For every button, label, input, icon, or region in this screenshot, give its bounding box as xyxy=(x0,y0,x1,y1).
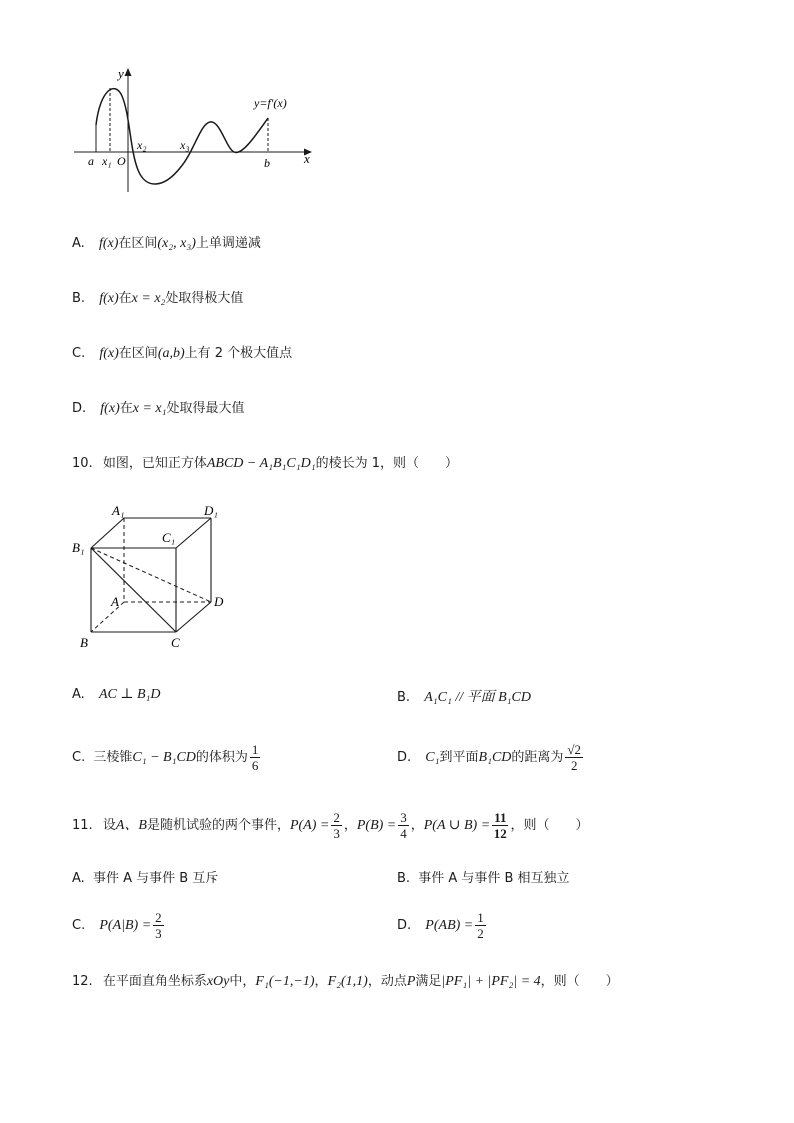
option-math: P(AB) = xyxy=(425,918,474,933)
cube-figure xyxy=(66,500,236,660)
question-math: |PF₁| + |PF₂| = 4 xyxy=(441,974,541,989)
q11-option-b[interactable] xyxy=(397,867,570,886)
option-math: f(x) xyxy=(99,291,119,306)
q11-stem xyxy=(72,810,588,842)
option-text: 在 xyxy=(118,291,132,306)
question-number: 11. xyxy=(72,818,93,833)
question-text: 中， xyxy=(229,974,256,989)
option-math: AC ⊥ B₁D xyxy=(98,687,161,702)
option-letter: D. xyxy=(72,401,87,416)
fraction-denominator: 2 xyxy=(477,926,484,941)
option-letter: B. xyxy=(72,291,86,306)
option-text: 在区间 xyxy=(118,236,158,251)
edge-a-b-hidden xyxy=(91,602,124,632)
option-math: C₁ xyxy=(425,750,440,765)
question-text: 满足 xyxy=(415,974,442,989)
option-text: 在 xyxy=(119,401,133,416)
question-text: 设 xyxy=(102,818,116,833)
question-math: xOy xyxy=(206,974,230,989)
edge-b1-a1 xyxy=(91,518,124,548)
separator: ， xyxy=(410,818,424,833)
focus-f1: F₁(−1,−1) xyxy=(255,974,315,989)
fraction-numerator: 3 xyxy=(400,810,407,825)
option-text: 的体积为 xyxy=(195,750,248,765)
question-text: 在平面直角坐标系 xyxy=(102,974,207,989)
label-b: B xyxy=(80,635,88,650)
fraction xyxy=(475,910,486,941)
question-math: ABCD − A₁B₁C₁D₁ xyxy=(206,456,316,471)
question-math: A、B xyxy=(115,818,147,833)
q10-option-c[interactable] xyxy=(72,742,262,774)
fraction-denominator: 12 xyxy=(493,826,507,841)
question-number: 12. xyxy=(72,974,93,989)
option-math: f(x) xyxy=(98,236,119,251)
o-label: O xyxy=(117,154,126,168)
q10-stem xyxy=(72,452,458,472)
option-letter: C. xyxy=(72,918,86,933)
question-math: P xyxy=(406,974,416,989)
y-axis-label: y xyxy=(118,66,124,81)
label-c: C xyxy=(171,635,180,650)
fraction-numerator: 1 xyxy=(477,910,484,925)
option-text: 处取得最大值 xyxy=(166,401,245,416)
fraction-numerator: 2 xyxy=(333,810,340,825)
fraction-numerator: 2 xyxy=(155,910,162,925)
option-text: 在区间 xyxy=(118,346,158,361)
x1-label: x₁ xyxy=(102,154,112,168)
fraction-denominator: 2 xyxy=(570,758,578,773)
q11-option-d[interactable] xyxy=(397,910,488,942)
option-math: (x₂, x₃) xyxy=(157,236,196,251)
x3-label: x₃ xyxy=(180,138,190,152)
option-math: x = x₁ xyxy=(132,401,167,416)
derivative-curve xyxy=(96,89,268,184)
q9-option-a[interactable] xyxy=(72,232,261,252)
fraction-numerator: 1 xyxy=(251,742,259,757)
fraction xyxy=(398,810,409,841)
option-text: 到平面 xyxy=(439,750,479,765)
option-text: 的距离为 xyxy=(511,750,564,765)
option-math: f(x) xyxy=(99,346,119,361)
focus-f2: F₂(1,1) xyxy=(327,974,368,989)
question-text: ，动点 xyxy=(367,974,407,989)
separator: ， xyxy=(314,974,328,989)
fraction-numerator: √2 xyxy=(567,742,582,757)
option-math: A₁C₁ // 平面 B₁CD xyxy=(424,690,531,705)
label-c1: C₁ xyxy=(162,530,176,545)
y-axis-arrow-icon xyxy=(125,68,132,76)
option-math: P(A|B) = xyxy=(99,918,152,933)
derivative-graph xyxy=(60,60,330,200)
option-letter: A. xyxy=(72,236,85,251)
label-a: A xyxy=(111,594,119,609)
q10-option-a[interactable] xyxy=(72,686,161,703)
option-letter: C. xyxy=(72,750,86,765)
question-text: ，则（ ） xyxy=(510,818,589,833)
option-text: 事件 A 与事件 B 相互独立 xyxy=(418,871,570,886)
label-a1: A₁ xyxy=(112,503,125,518)
option-letter: A. xyxy=(72,687,85,702)
x-axis-label: x xyxy=(304,151,310,166)
fraction xyxy=(331,810,342,841)
q11-option-a[interactable] xyxy=(72,867,218,886)
question-text: 如图，已知正方体 xyxy=(102,456,207,471)
probability-b: P(B) = xyxy=(356,818,397,833)
fraction xyxy=(153,910,164,941)
q10-option-b[interactable] xyxy=(397,686,531,706)
option-letter: D. xyxy=(397,918,412,933)
probability-a: P(A) = xyxy=(289,818,330,833)
q9-option-b[interactable] xyxy=(72,287,243,307)
option-text: 三棱锥 xyxy=(93,750,133,765)
fraction xyxy=(492,810,508,841)
option-math: (a,b) xyxy=(157,346,185,361)
probability-union: P(A ∪ B) = xyxy=(423,818,491,833)
q10-option-d[interactable] xyxy=(397,742,585,774)
curve-label: y=f′(x) xyxy=(254,96,287,110)
question-number: 10. xyxy=(72,456,93,471)
option-math: f(x) xyxy=(100,401,120,416)
option-math: C₁ − B₁CD xyxy=(132,750,196,765)
label-d: D xyxy=(214,594,224,609)
label-d1: D₁ xyxy=(204,503,218,518)
fraction-denominator: 6 xyxy=(251,758,259,773)
question-text: 的棱长为 1，则（ ） xyxy=(315,456,459,471)
fraction xyxy=(565,742,583,773)
option-letter: A. xyxy=(72,871,85,886)
option-letter: B. xyxy=(397,871,411,886)
option-text: 上有 2 个极大值点 xyxy=(184,346,293,361)
option-text: 事件 A 与事件 B 互斥 xyxy=(92,871,219,886)
option-letter: C. xyxy=(72,346,86,361)
question-text: 是随机试验的两个事件， xyxy=(146,818,290,833)
edge-c-d xyxy=(176,602,211,632)
q9-option-d[interactable] xyxy=(72,397,245,417)
fraction-denominator: 3 xyxy=(155,926,162,941)
segment-b1-d-hidden xyxy=(91,548,211,602)
q11-option-c[interactable] xyxy=(72,910,166,942)
fraction-denominator: 4 xyxy=(400,826,407,841)
question-text: ，则（ ） xyxy=(540,974,619,989)
option-letter: D. xyxy=(397,750,412,765)
q12-stem xyxy=(72,970,619,990)
segment-b1-c xyxy=(91,548,176,632)
option-math: x = x₂ xyxy=(131,291,166,306)
b-label: b xyxy=(264,156,270,170)
option-letter: B. xyxy=(397,690,411,705)
x2-label: x₂ xyxy=(137,138,147,152)
option-text: 上单调递减 xyxy=(195,236,261,251)
separator: ， xyxy=(343,818,357,833)
q9-option-c[interactable] xyxy=(72,342,292,362)
a-label: a xyxy=(88,154,94,168)
fraction-denominator: 3 xyxy=(333,826,340,841)
edge-c1-d1 xyxy=(176,518,211,548)
label-b1: B₁ xyxy=(72,540,85,555)
fraction xyxy=(250,742,261,773)
fraction-numerator: 11 xyxy=(494,810,507,825)
option-text: 处取得极大值 xyxy=(165,291,244,306)
option-math: B₁CD xyxy=(478,750,512,765)
